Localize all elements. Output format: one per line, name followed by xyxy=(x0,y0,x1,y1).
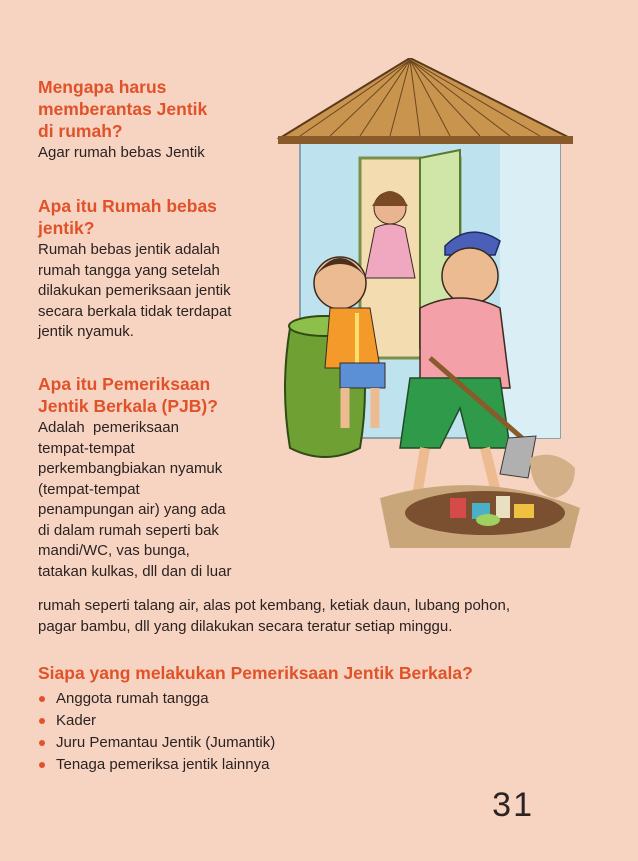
answer-line: Adalah pemeriksaan xyxy=(38,419,179,436)
bullet-icon xyxy=(39,762,45,768)
tire-icon xyxy=(476,514,500,526)
list-item xyxy=(38,732,598,754)
section-pjb-answer-continued xyxy=(38,596,598,637)
boy1-shorts xyxy=(340,363,385,388)
dirt-pile xyxy=(530,455,575,498)
answer-line: tatakan kulkas, dll dan di luar xyxy=(38,562,232,580)
heading-line: memberantas Jentik xyxy=(38,99,208,119)
section-heading xyxy=(38,195,268,239)
answer-line: penampungan air) yang ada xyxy=(38,501,226,518)
section-why-eradicate xyxy=(38,76,268,164)
answer-line: rumah tangga yang setelah xyxy=(38,261,220,279)
answer-line: mandi/WC, vas bunga, xyxy=(38,542,190,559)
heading-line: Apa itu Rumah bebas xyxy=(38,196,217,216)
section-answer xyxy=(38,143,268,164)
answer-line: (tempat-tempat xyxy=(38,480,140,498)
answer-line: pagar bambu, dll yang dilakukan secara teratur setiap minggu. xyxy=(38,617,453,635)
section-answer xyxy=(38,418,268,582)
heading-line: Mengapa harus xyxy=(38,77,167,97)
roof xyxy=(280,58,570,138)
boy2-shirt xyxy=(420,298,510,388)
answer-line: rumah seperti talang air, alas pot kembang, ketiak daun, lubang pohon, xyxy=(38,597,510,614)
list-item-text: Kader xyxy=(56,712,97,729)
section-larva-free-house xyxy=(38,195,268,343)
page-number: 31 xyxy=(492,786,534,824)
answer-line: jentik nyamuk. xyxy=(38,323,134,340)
bullet-icon xyxy=(39,696,45,702)
answer-line: di dalam rumah seperti bak xyxy=(38,521,219,539)
answer-line: perkembangbiakan nyamuk xyxy=(38,460,223,477)
boy1-shirt xyxy=(325,308,380,368)
list-item-text: Juru Pemantau Jentik (Jumantik) xyxy=(56,734,276,751)
heading-line: jentik? xyxy=(38,218,95,238)
list-item xyxy=(38,688,598,710)
can-icon xyxy=(514,504,534,518)
roof-edge xyxy=(278,136,573,144)
boy1-shirt-stripe xyxy=(355,313,359,368)
heading-line: Apa itu Pemeriksaan xyxy=(38,374,211,394)
answer-line: dilakukan pemeriksaan jentik xyxy=(38,282,231,299)
section-heading xyxy=(38,373,268,417)
section-heading: Siapa yang melakukan Pemeriksaan Jentik Berkala? xyxy=(38,663,473,683)
bullet-icon xyxy=(39,718,45,724)
who-list xyxy=(38,688,598,776)
section-heading xyxy=(38,76,268,142)
list-item-text: Tenaga pemeriksa jentik lainnya xyxy=(56,756,270,773)
boy2-head xyxy=(442,248,498,304)
bottle-icon xyxy=(496,496,510,518)
answer-line: Agar rumah bebas Jentik xyxy=(38,144,205,161)
heading-line: di rumah? xyxy=(38,121,123,141)
answer-line: Rumah bebas jentik adalah xyxy=(38,241,220,258)
answer-line: tempat-tempat xyxy=(38,439,135,457)
boy1-head xyxy=(314,257,366,309)
bullet-icon xyxy=(39,740,45,746)
section-answer xyxy=(38,240,268,343)
answer-line: secara berkala tidak terdapat xyxy=(38,302,232,320)
list-item xyxy=(38,754,598,776)
section-who xyxy=(38,662,598,776)
house-children-illustration xyxy=(260,58,580,548)
can-icon xyxy=(450,498,466,518)
list-item xyxy=(38,710,598,732)
list-item-text: Anggota rumah tangga xyxy=(56,690,209,707)
house-wall-side xyxy=(500,138,560,438)
heading-line: Jentik Berkala (PJB)? xyxy=(38,396,218,416)
section-pjb xyxy=(38,373,268,582)
